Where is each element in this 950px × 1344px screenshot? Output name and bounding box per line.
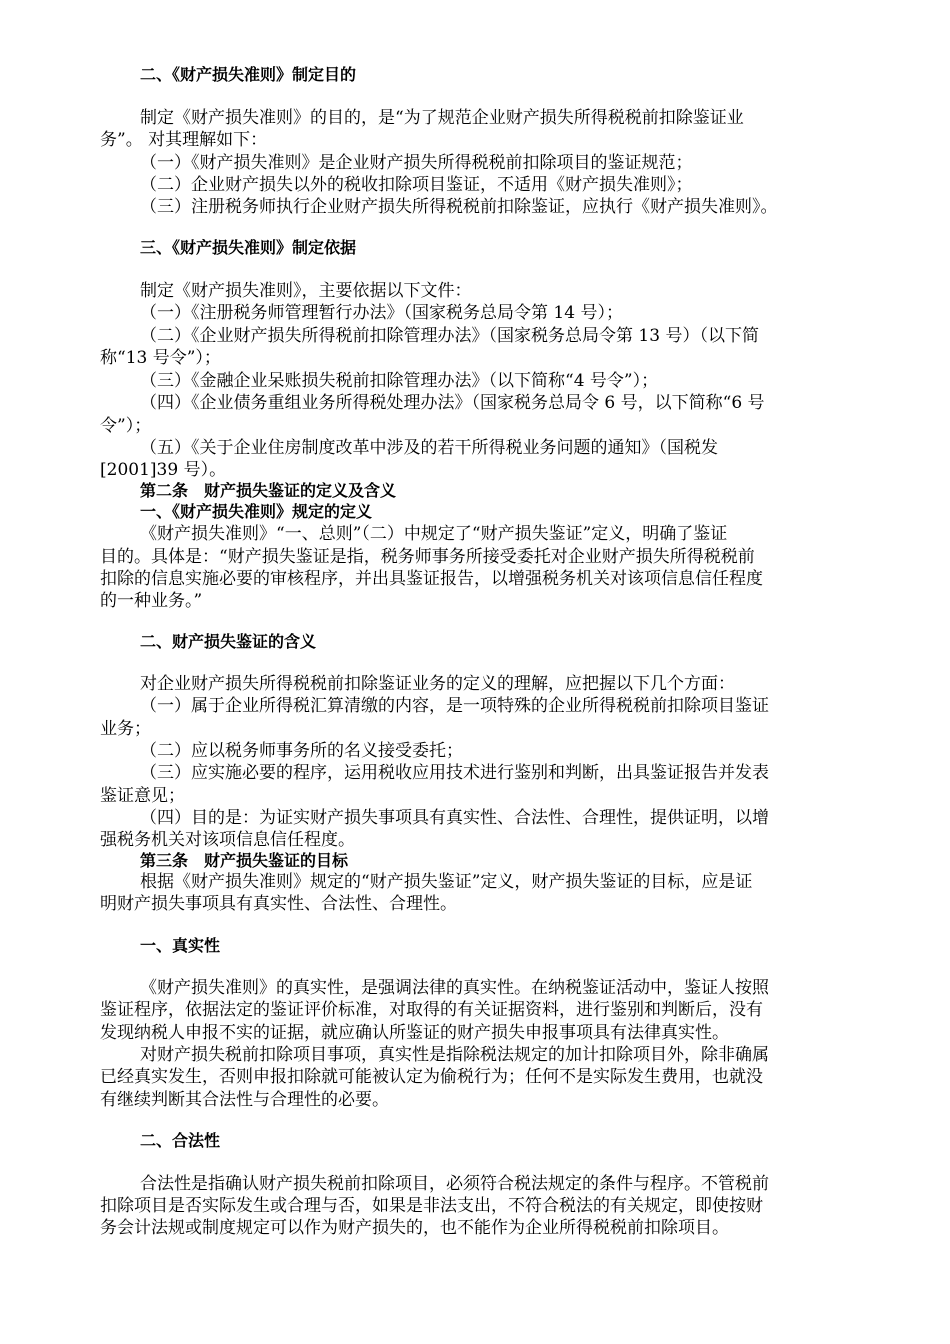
section-heading: 二、《财产损失准则》制定目的 xyxy=(140,65,357,84)
paragraph-line: 务”。 对其理解如下： xyxy=(100,130,268,150)
list-item: （一）属于企业所得税汇算清缴的内容，是一项特殊的企业所得税税前扣除项目鉴证 xyxy=(140,696,769,716)
list-item: （五）《关于企业住房制度改革中涉及的若干所得税业务问题的通知》（国税发 xyxy=(140,438,718,458)
paragraph-line: 《财产损失准则》“一、总则”（二）中规定了“财产损失鉴证”定义，明确了鉴证 xyxy=(140,524,728,544)
list-item: （四）《企业债务重组业务所得税处理办法》（国家税务总局令 6 号，以下简称“6 号 xyxy=(140,393,765,413)
list-item: 业务； xyxy=(100,719,151,739)
paragraph-line: 有继续判断其合法性与合理性的必要。 xyxy=(100,1090,389,1110)
section-heading: 一、《财产损失准则》规定的定义 xyxy=(140,502,373,521)
list-item: （三）《金融企业呆账损失税前扣除管理办法》（以下简称“4 号令”）； xyxy=(140,371,659,391)
paragraph-line: 务会计法规或制度规定可以作为财产损失的，也不能作为企业所得税税前扣除项目。 xyxy=(100,1218,729,1238)
paragraph-line: 根据《财产损失准则》规定的“财产损失鉴证”定义，财产损失鉴证的目标，应是证 xyxy=(140,872,753,892)
paragraph-line: 《财产损失准则》的真实性，是强调法律的真实性。在纳税鉴证活动中，鉴证人按照 xyxy=(140,978,769,998)
paragraph-line: 制定《财产损失准则》，主要依据以下文件： xyxy=(140,281,472,301)
section-heading: 三、《财产损失准则》制定依据 xyxy=(140,238,357,257)
list-item: 鉴证意见； xyxy=(100,786,185,806)
list-item: （二）企业财产损失以外的税收扣除项目鉴证，不适用《财产损失准则》； xyxy=(140,175,693,195)
paragraph-line: 合法性是指确认财产损失税前扣除项目，必须符合税法规定的条件与程序。不管税前 xyxy=(140,1174,769,1194)
list-item: （二）《企业财产损失所得税前扣除管理办法》（国家税务总局令第 13 号）（以下简 xyxy=(140,326,759,346)
article-heading: 第二条 财产损失鉴证的定义及含义 xyxy=(140,481,397,500)
list-item: （三）注册税务师执行企业财产损失所得税税前扣除鉴证，应执行《财产损失准则》。 xyxy=(140,197,778,217)
paragraph-line: 明财产损失事项具有真实性、合法性、合理性。 xyxy=(100,894,457,914)
section-heading: 二、合法性 xyxy=(140,1131,221,1150)
paragraph-line: 鉴证程序，依据法定的鉴证评价标准，对取得的有关证据资料，进行鉴别和判断后，没有 xyxy=(100,1000,763,1020)
list-item: [2001]39 号）。 xyxy=(100,460,227,480)
paragraph-line: 已经真实发生，否则申报扣除就可能被认定为偷税行为；任何不是实际发生费用，也就没 xyxy=(100,1067,763,1087)
paragraph-line: 制定《财产损失准则》的目的，是“为了规范企业财产损失所得税税前扣除鉴证业 xyxy=(140,108,744,128)
list-item: （一）《注册税务师管理暂行办法》（国家税务总局令第 14 号）； xyxy=(140,303,623,323)
list-item: （一）《财产损失准则》是企业财产损失所得税税前扣除项目的鉴证规范； xyxy=(140,153,693,173)
paragraph-line: 对财产损失税前扣除项目事项，真实性是指除税法规定的加计扣除项目外，除非确属 xyxy=(140,1045,769,1065)
paragraph-line: 的一种业务。” xyxy=(100,591,203,611)
paragraph-line: 扣除的信息实施必要的审核程序，并出具鉴证报告，以增强税务机关对该项信息信任程度 xyxy=(100,569,763,589)
list-item: 令”）； xyxy=(100,416,152,436)
paragraph-line: 目的。具体是：“财产损失鉴证是指，税务师事务所接受委托对企业财产损失所得税税前 xyxy=(100,547,755,567)
section-heading: 一、真实性 xyxy=(140,936,221,955)
section-heading: 二、财产损失鉴证的含义 xyxy=(140,632,317,651)
list-item: 称“13 号令”）； xyxy=(100,348,221,368)
list-item: （四）目的是：为证实财产损失事项具有真实性、合法性、合理性，提供证明，以增 xyxy=(140,808,769,828)
list-item: （三）应实施必要的程序，运用税收应用技术进行鉴别和判断，出具鉴证报告并发表 xyxy=(140,763,769,783)
list-item: 强税务机关对该项信息信任程度。 xyxy=(100,830,355,850)
paragraph-line: 发现纳税人申报不实的证据，就应确认所鉴证的财产损失申报事项具有法律真实性。 xyxy=(100,1023,729,1043)
list-item: （二）应以税务师事务所的名义接受委托； xyxy=(140,741,463,761)
paragraph-line: 对企业财产损失所得税税前扣除鉴证业务的定义的理解，应把握以下几个方面： xyxy=(140,674,735,694)
article-heading: 第三条 财产损失鉴证的目标 xyxy=(140,851,349,870)
paragraph-line: 扣除项目是否实际发生或合理与否，如果是非法支出，不符合税法的有关规定，即使按财 xyxy=(100,1196,763,1216)
